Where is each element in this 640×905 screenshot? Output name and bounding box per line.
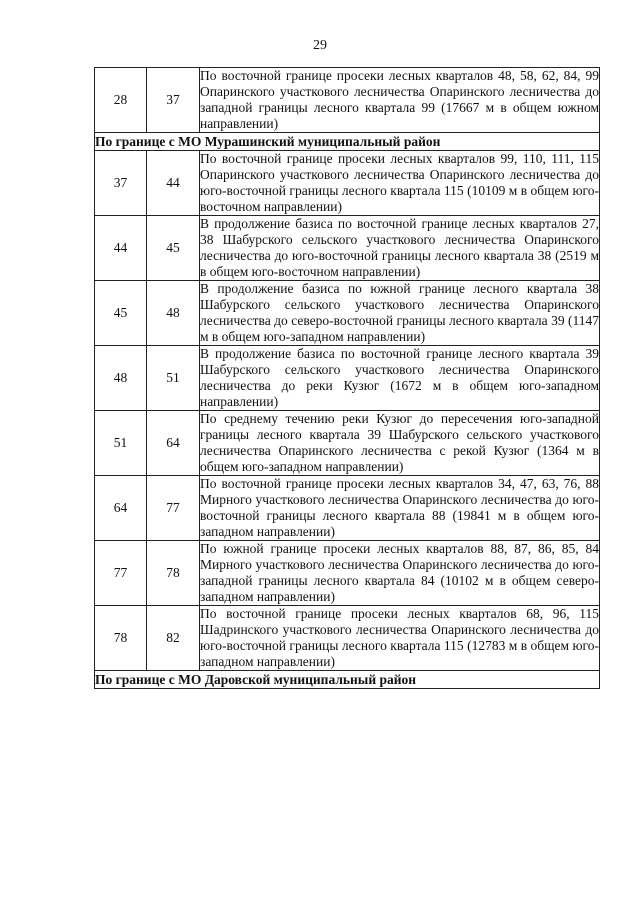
point-from: 44 [95, 216, 147, 281]
table-row [95, 216, 600, 281]
point-from: 28 [95, 68, 147, 133]
boundary-description: В продолжение базиса по восточной границе лесного квартала 39 Шабурского сельского участкового лесничества Опаринского лесничества до реки Кузюг (1672 м в общем юго-западном направлении) [200, 346, 599, 409]
point-from: 45 [95, 281, 147, 346]
point-to: 51 [147, 346, 200, 411]
point-to: 37 [147, 68, 200, 133]
boundary-description: По восточной границе просеки лесных кварталов 99, 110, 111, 115 Опаринского участкового лесничества Опаринского лесничества до юго-восточной границы лесного квартала 115 (10109 м в общем юго-восточном направлении) [200, 151, 599, 214]
point-from: 64 [95, 476, 147, 541]
point-from: 77 [95, 541, 147, 606]
section-heading: По границе с МО Мурашинский муниципальный район [95, 133, 600, 151]
boundary-description: По восточной границе просеки лесных кварталов 68, 96, 115 Шадринского участкового лесничества Опаринского лесничества до юго-восточной границы лесного квартала 115 (12783 м в общем юго-западном направлении) [200, 606, 599, 669]
boundary-description: По южной границе просеки лесных кварталов 88, 87, 86, 85, 84 Мирного участкового лесничества Опаринского лесничества до юго-западной границы лесного квартала 84 (10102 м в общем северо-западном направлении) [200, 541, 599, 604]
boundary-description: В продолжение базиса по восточной границе лесных кварталов 27, 38 Шабурского сельского участкового лесничества Опаринского лесничества до юго-восточной границы лесного квартала 38 (2519 м в общем юго-восточном направлении) [200, 216, 599, 279]
boundary-table [94, 67, 600, 689]
table-row [95, 606, 600, 671]
boundary-description: По восточной границе просеки лесных кварталов 34, 47, 63, 76, 88 Мирного участкового лесничества Опаринского лесничества до юго-восточной границы лесного квартала 88 (19841 м в общем юго-западном направлении) [200, 476, 599, 539]
point-to: 48 [147, 281, 200, 346]
table-row [95, 68, 600, 133]
table-row [95, 151, 600, 216]
point-to: 77 [147, 476, 200, 541]
section-row [95, 671, 600, 689]
point-from: 51 [95, 411, 147, 476]
boundary-description: По среднему течению реки Кузюг до пересечения юго-западной границы лесного квартала 39 Шабурского сельского участкового лесничества Опаринского лесничества с рекой Кузюг (1364 м в общем юго-западном направлении) [200, 411, 599, 474]
table-row [95, 346, 600, 411]
table-row [95, 476, 600, 541]
point-to: 45 [147, 216, 200, 281]
boundary-description: По восточной границе просеки лесных кварталов 48, 58, 62, 84, 99 Опаринского участкового лесничества Опаринского лесничества до западной границы лесного квартала 99 (17667 м в общем южном направлении) [200, 68, 599, 131]
boundary-description: В продолжение базиса по южной границе лесного квартала 38 Шабурского сельского участкового лесничества Опаринского лесничества до северо-восточной границы лесного квартала 39 (1147 м в общем юго-западном направлении) [200, 281, 599, 344]
point-from: 78 [95, 606, 147, 671]
point-to: 64 [147, 411, 200, 476]
table-row [95, 411, 600, 476]
section-heading: По границе с МО Даровской муниципальный район [95, 671, 600, 689]
section-row [95, 133, 600, 151]
point-from: 48 [95, 346, 147, 411]
point-to: 82 [147, 606, 200, 671]
table-row [95, 541, 600, 606]
point-to: 78 [147, 541, 200, 606]
table-row [95, 281, 600, 346]
point-to: 44 [147, 151, 200, 216]
point-from: 37 [95, 151, 147, 216]
page-number: 29 [313, 38, 327, 53]
